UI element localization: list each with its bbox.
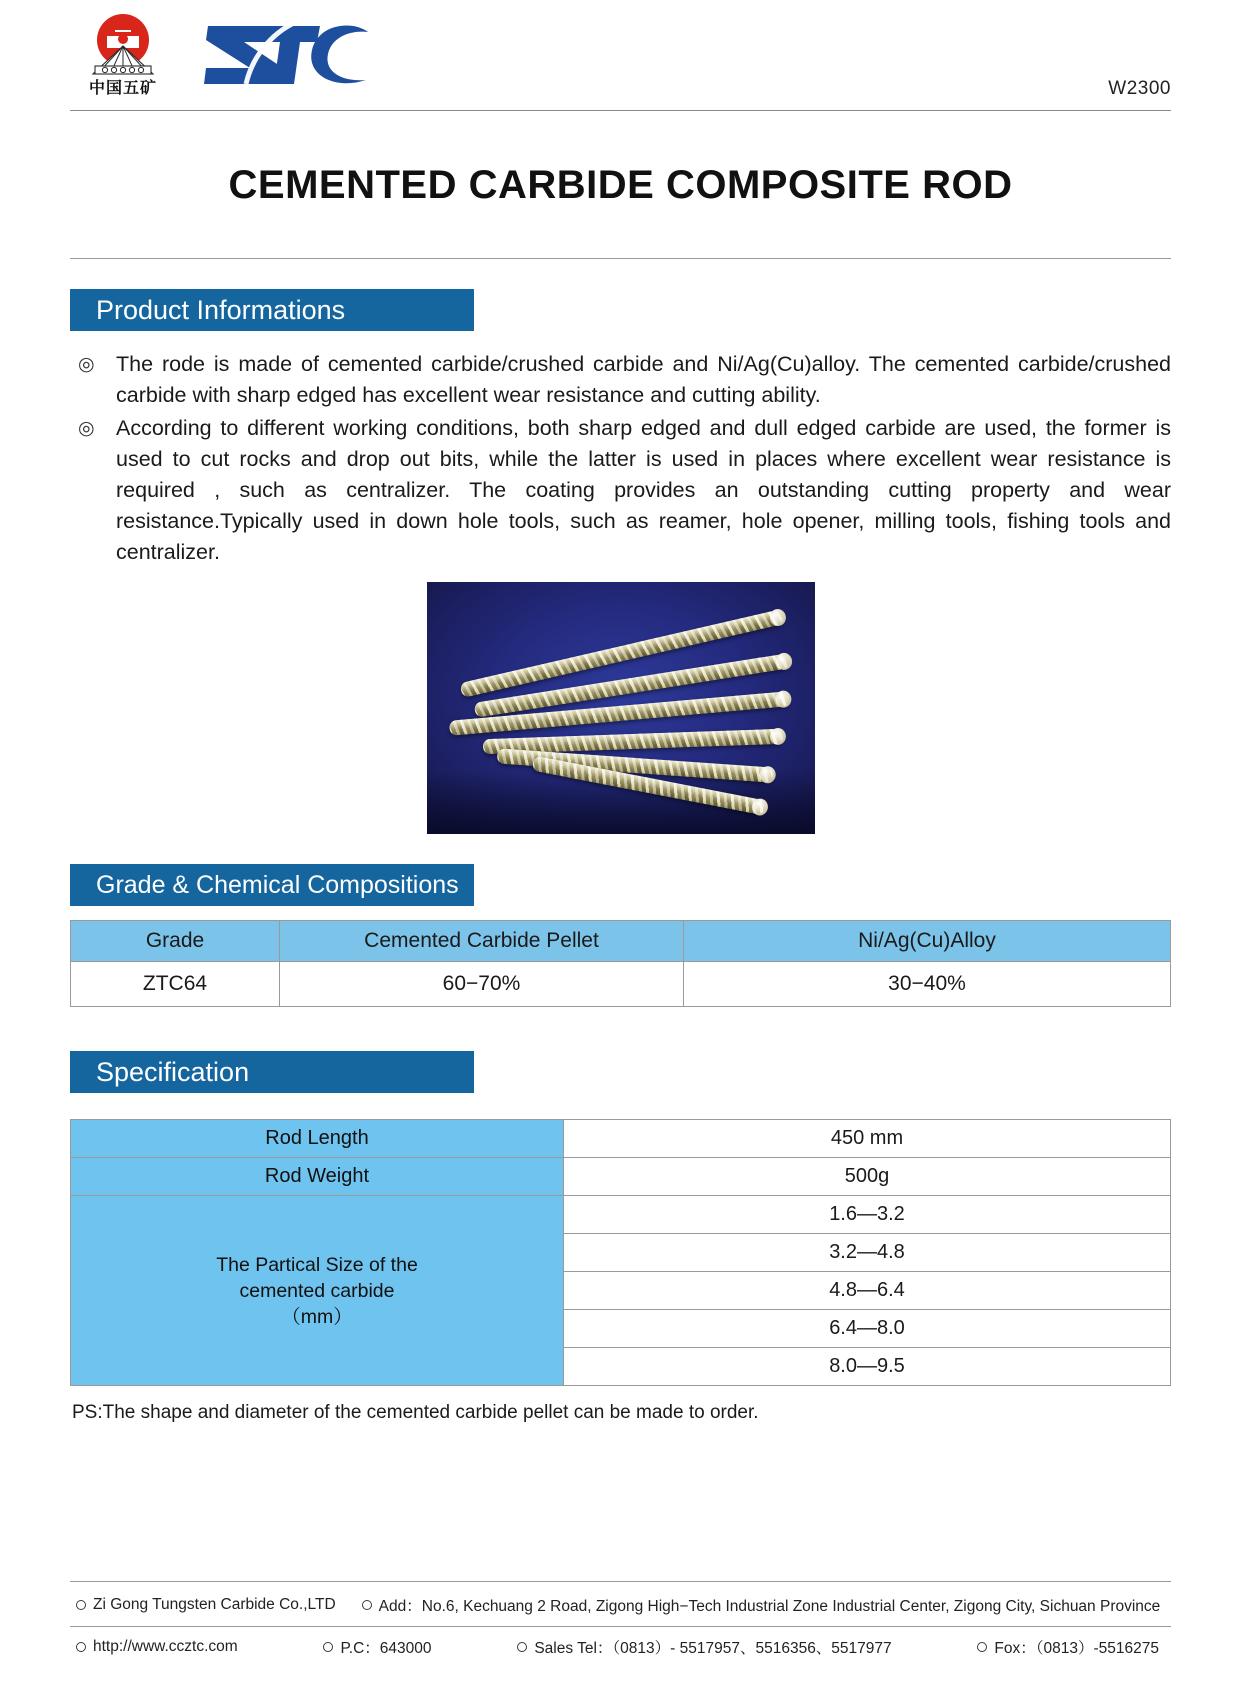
page-footer <box>70 1581 1171 1658</box>
cell-rod-weight-value: 500g <box>564 1158 1171 1196</box>
footer-row-company <box>70 1594 1171 1616</box>
particle-label-line-3: （mm） <box>281 1305 353 1328</box>
footer-address-text: Add：No.6, Kechuang 2 Road, Zigong High−Tech Industrial Zone Industrial Center, Zigong City, Sichuan Province <box>378 1598 1161 1615</box>
footer-address <box>362 1594 1161 1616</box>
page-title: CEMENTED CARBIDE COMPOSITE ROD <box>228 163 1013 207</box>
bullet-circle-icon: ◎ <box>78 353 95 375</box>
bullet-dot-icon <box>977 1642 987 1652</box>
bullet-dot-icon <box>76 1642 86 1652</box>
table-row <box>71 962 1171 1007</box>
bullet-dot-icon <box>517 1642 527 1652</box>
footer-row-contact <box>70 1636 1171 1658</box>
page-header <box>70 0 1171 108</box>
footer-divider-top <box>70 1581 1171 1582</box>
particle-label-line-1: The Partical Size of the <box>216 1253 418 1276</box>
cell-rod-weight-label: Rod Weight <box>71 1158 564 1196</box>
minmetals-chinese-name: 中国五矿 <box>88 78 157 97</box>
footer-website[interactable] <box>76 1638 238 1656</box>
cell-alloy: 30−40% <box>684 962 1171 1007</box>
minmetals-logo <box>84 12 162 96</box>
cell-particle-size-value: 6.4—8.0 <box>564 1310 1171 1348</box>
footer-company-text: Zi Gong Tungsten Carbide Co.,LTD <box>93 1596 336 1613</box>
footer-fox-text: Fox：（0813）-5516275 <box>994 1640 1159 1657</box>
particle-label-line-2: cemented carbide <box>239 1279 395 1302</box>
cell-pellet: 60−70% <box>280 962 684 1007</box>
section-banner-specification: Specification <box>70 1051 474 1093</box>
cell-rod-length-value: 450 mm <box>564 1120 1171 1158</box>
footer-divider-bottom <box>70 1626 1171 1627</box>
table-row <box>71 1196 1171 1234</box>
grade-composition-table <box>70 920 1171 1007</box>
document-code: W2300 <box>1108 78 1171 99</box>
specification-table <box>70 1119 1171 1386</box>
product-photo <box>427 582 815 834</box>
cell-particle-size-value: 4.8—6.4 <box>564 1272 1171 1310</box>
minmetals-emblem-icon <box>87 12 159 78</box>
bullet-dot-icon <box>362 1600 372 1610</box>
list-item <box>70 413 1171 568</box>
bullet-circle-icon: ◎ <box>78 417 95 439</box>
product-info-paragraph: The rode is made of cemented carbide/crushed carbide and Ni/Ag(Cu)alloy. The cemented carbide/crushed carbide with sharp edged has excellent wear resistance and cutting ability. <box>116 352 1171 407</box>
section-banner-product-information: Product Informations <box>70 289 474 331</box>
table-header-row <box>71 921 1171 962</box>
footer-fox <box>977 1636 1159 1658</box>
column-header-alloy: Ni/Ag(Cu)Alloy <box>684 921 1171 962</box>
table-row <box>71 1120 1171 1158</box>
footer-sales-tel-text: Sales Tel：（0813）- 5517957、5516356、5517977 <box>534 1640 892 1657</box>
footer-postcode-text: P.C：643000 <box>340 1640 432 1657</box>
product-information-list <box>70 349 1171 568</box>
bullet-dot-icon <box>76 1600 86 1610</box>
footer-website-text: http://www.ccztc.com <box>93 1638 238 1655</box>
footer-company <box>76 1596 336 1614</box>
brand-logo-group <box>70 12 372 96</box>
cell-particle-size-value: 1.6—3.2 <box>564 1196 1171 1234</box>
header-divider <box>70 110 1171 111</box>
cell-grade: ZTC64 <box>71 962 280 1007</box>
product-info-paragraph: According to different working conditions, both sharp edged and dull edged carbide are used, the former is used to cut rocks and drop out bits, while the latter is used in places where excellent wear resistance is required , such as centralizer. The coating provides an outstanding cutting property and wear resistance.Typically used in down hole tools, such as reamer, hole opener, milling tools, fishing tools and centralizer. <box>116 416 1171 564</box>
table-row <box>71 1158 1171 1196</box>
ztc-wordmark-logo <box>200 18 372 90</box>
column-header-pellet: Cemented Carbide Pellet <box>280 921 684 962</box>
cell-particle-size-value: 8.0—9.5 <box>564 1348 1171 1386</box>
footer-sales-tel <box>517 1636 891 1658</box>
cell-rod-length-label: Rod Length <box>71 1120 564 1158</box>
title-divider <box>70 258 1171 259</box>
bullet-dot-icon <box>323 1642 333 1652</box>
specification-note: PS:The shape and diameter of the cemented carbide pellet can be made to order. <box>72 1402 759 1423</box>
column-header-grade: Grade <box>71 921 280 962</box>
list-item <box>70 349 1171 411</box>
product-photo-wrapper <box>70 582 1171 834</box>
footer-postcode <box>323 1636 431 1658</box>
section-banner-grade-chemical: Grade & Chemical Compositions <box>70 864 474 906</box>
cell-particle-size-value: 3.2—4.8 <box>564 1234 1171 1272</box>
cell-particle-size-label <box>71 1196 564 1386</box>
